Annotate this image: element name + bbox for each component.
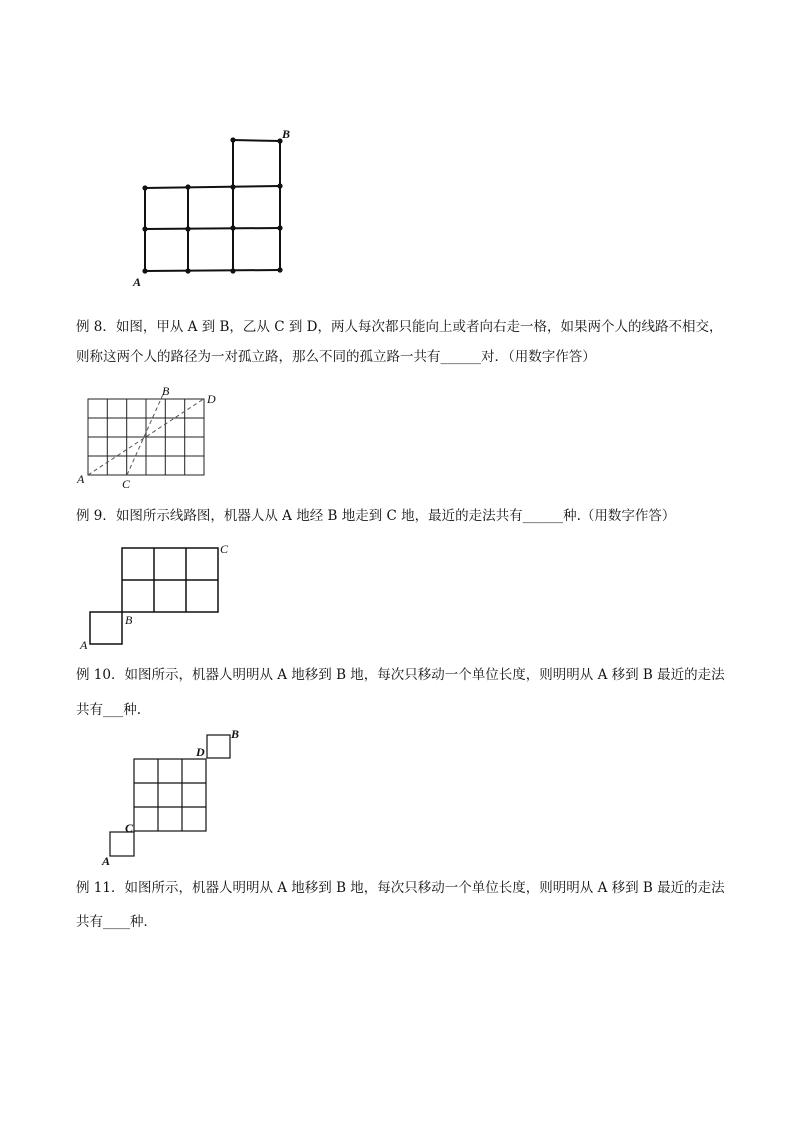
ex8-label-c: C xyxy=(122,477,131,491)
ex8-figure-grid xyxy=(0,380,794,490)
ex9-line-1: 例 9．如图所示线路图，机器人从 A 地经 B 地走到 C 地，最近的走法共有______种.（用数字作答） xyxy=(76,508,676,524)
ex8-label-a: A xyxy=(77,472,85,486)
ex10-line-1: 例 10．如图所示，机器人明明从 A 地移到 B 地，每次只移动一个单位长度，则明明从 A 移到 B 最近的走法 xyxy=(76,667,725,683)
ex11-line-2: 共有____种． xyxy=(76,914,157,930)
fig1-label-a: A xyxy=(133,275,142,289)
ex10-label-d: D xyxy=(196,745,205,759)
figure-grid-a-to-b xyxy=(0,0,794,300)
ex8-line-2: 则称这两个人的路径为一对孤立路，那么不同的孤立路一共有______对．（用数字作答） xyxy=(76,349,596,365)
ex9-label-a: A xyxy=(80,638,88,652)
ex10-figure-grid xyxy=(0,725,794,870)
ex9-label-c: C xyxy=(220,542,229,556)
ex8-label-b: B xyxy=(162,384,170,398)
ex10-line-2: 共有___种. xyxy=(76,702,142,718)
ex9-label-b: B xyxy=(125,613,133,627)
ex10-label-c: C xyxy=(125,821,134,835)
ex8-label-d: D xyxy=(207,392,216,406)
ex10-label-a: A xyxy=(102,854,111,868)
ex11-line-1: 例 11．如图所示，机器人明明从 A 地移到 B 地，每次只移动一个单位长度，则明明从 A 移到 B 最近的走法 xyxy=(76,880,725,896)
ex10-label-b: B xyxy=(231,727,240,741)
ex8-line-1: 例 8．如图，甲从 A 到 B，乙从 C 到 D，两人每次都只能向上或者向右走一格，如果两个人的线路不相交， xyxy=(76,319,723,335)
fig1-label-b: B xyxy=(282,127,291,141)
ex9-figure-grid xyxy=(0,540,794,655)
